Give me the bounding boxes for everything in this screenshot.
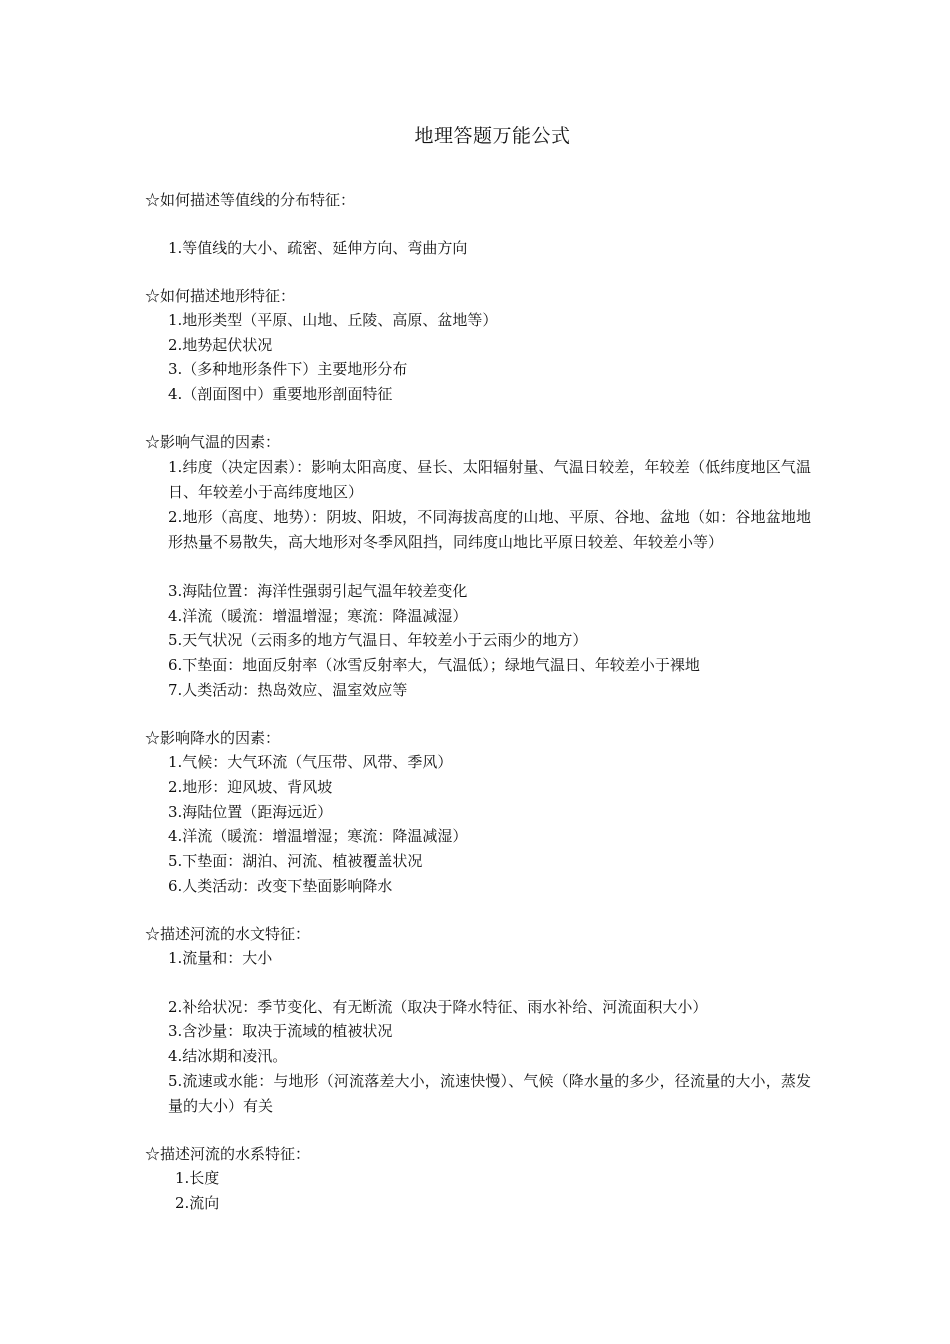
page-title: 地理答题万能公式 — [414, 125, 571, 147]
list-item: 5.流速或水能：与地形（河流落差大小，流速快慢）、气候（降水量的多少，径流量的大小，蒸发量的大小）有关 — [168, 1072, 811, 1115]
list-item: 2.地势起伏状况 — [168, 336, 273, 354]
list-item: 2.地形：迎风坡、背风坡 — [168, 778, 333, 796]
list-item: 3.含沙量：取决于流域的植被状况 — [168, 1022, 393, 1040]
section-heading-hydrology: ☆描述河流的水文特征： — [145, 925, 311, 943]
list-item: 3.（多种地形条件下）主要地形分布 — [168, 360, 408, 378]
list-item: 1.长度 — [175, 1169, 220, 1187]
list-item: 2.流向 — [175, 1194, 220, 1212]
list-item: 5.下垫面：湖泊、河流、植被覆盖状况 — [168, 852, 423, 870]
list-item: 4.洋流（暖流：增温增湿；寒流：降温减湿） — [168, 607, 468, 625]
section-heading-river-system: ☆描述河流的水系特征： — [145, 1145, 311, 1163]
list-item: 2.补给状况：季节变化、有无断流（取决于降水特征、雨水补给、河流面积大小） — [168, 998, 708, 1016]
section-heading-terrain: ☆如何描述地形特征： — [145, 287, 296, 305]
list-item: 1.等值线的大小、疏密、延伸方向、弯曲方向 — [168, 239, 468, 257]
list-item: 1.纬度（决定因素）：影响太阳高度、昼长、太阳辐射量、气温日较差，年较差（低纬度地区气温日、年较差小于高纬度地区） — [168, 458, 811, 501]
list-item: 3.海陆位置：海洋性强弱引起气温年较差变化 — [168, 582, 468, 600]
section-heading-contour: ☆如何描述等值线的分布特征： — [145, 191, 356, 209]
list-item: 2.地形（高度、地势）：阴坡、阳坡，不同海拔高度的山地、平原、谷地、盆地（如：谷地盆地地形热量不易散失，高大地形对冬季风阻挡，同纬度山地比平原日较差、年较差小等） — [168, 508, 811, 551]
section-heading-temperature: ☆影响气温的因素： — [145, 433, 281, 451]
list-item: 1.地形类型（平原、山地、丘陵、高原、盆地等） — [168, 311, 498, 329]
list-item: 4.（剖面图中）重要地形剖面特征 — [168, 385, 393, 403]
section-heading-precipitation: ☆影响降水的因素： — [145, 729, 281, 747]
list-item: 5.天气状况（云雨多的地方气温日、年较差小于云雨少的地方） — [168, 631, 588, 649]
list-item: 4.结冰期和凌汛。 — [168, 1047, 288, 1065]
list-item: 1.流量和：大小 — [168, 949, 273, 967]
list-item: 1.气候：大气环流（气压带、风带、季风） — [168, 753, 453, 771]
list-item: 4.洋流（暖流：增温增湿；寒流：降温减湿） — [168, 827, 468, 845]
list-item: 3.海陆位置（距海远近） — [168, 803, 333, 821]
list-item: 7.人类活动：热岛效应、温室效应等 — [168, 681, 408, 699]
list-item: 6.下垫面：地面反射率（冰雪反射率大，气温低）；绿地气温日、年较差小于裸地 — [168, 656, 700, 674]
list-item: 6.人类活动：改变下垫面影响降水 — [168, 877, 393, 895]
